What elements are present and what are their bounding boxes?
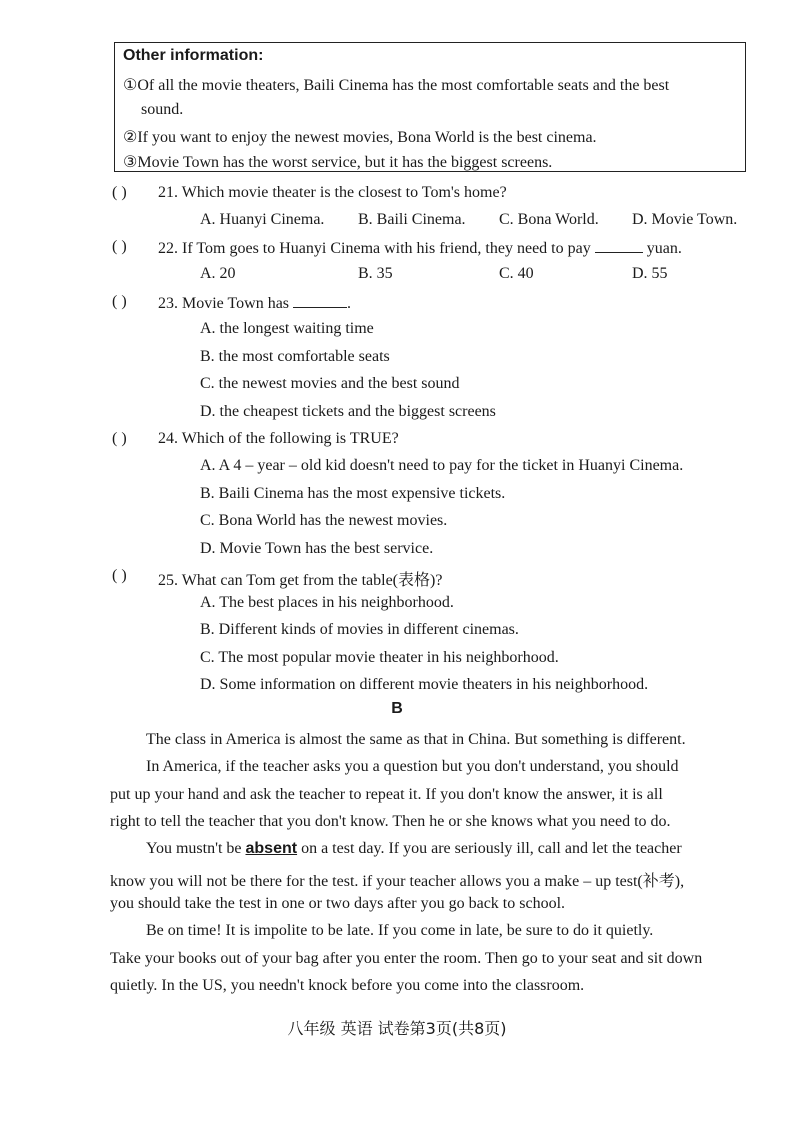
info-line-3: ③Movie Town has the worst service, but it has the biggest screens.: [123, 154, 553, 171]
q23-option-c: C. the newest movies and the best sound: [200, 375, 460, 392]
answer-paren-24[interactable]: ( ): [112, 430, 127, 447]
answer-paren-25[interactable]: ( ): [112, 567, 127, 584]
q24-option-c: C. Bona World has the newest movies.: [200, 512, 448, 529]
passage-line-10: quietly. In the US, you needn't knock before you come into the classroom.: [110, 977, 585, 994]
passage-line-8: Be on time! It is impolite to be late. If you come in late, be sure to do it quietly.: [146, 922, 654, 939]
question-22: 22. If Tom goes to Huanyi Cinema with his friend, they need to pay yuan.: [158, 240, 682, 257]
info-line-1-cont: sound.: [141, 101, 184, 118]
q21-option-a: A. Huanyi Cinema.: [200, 211, 325, 228]
q24-option-b: B. Baili Cinema has the most expensive tickets.: [200, 485, 506, 502]
passage-line-3: put up your hand and ask the teacher to repeat it. If you don't know the answer, it is all: [110, 786, 663, 803]
question-23: 23. Movie Town has .: [158, 295, 352, 312]
q23-option-a: A. the longest waiting time: [200, 320, 374, 337]
answer-paren-23[interactable]: ( ): [112, 293, 127, 310]
passage-line-2: In America, if the teacher asks you a question but you don't understand, you should: [146, 758, 679, 775]
q22-blank: [595, 238, 643, 253]
q25-option-c: C. The most popular movie theater in his neighborhood.: [200, 649, 559, 666]
q25-option-a: A. The best places in his neighborhood.: [200, 594, 454, 611]
q21-option-c: C. Bona World.: [499, 211, 599, 228]
q22-option-c: C. 40: [499, 265, 534, 282]
q22-option-a: A. 20: [200, 265, 236, 282]
passage-line-6: know you will not be there for the test. if your teacher allows you a make – up test(补考),: [110, 873, 685, 890]
q25-option-b: B. Different kinds of movies in different cinemas.: [200, 621, 519, 638]
q24-option-a: A. A 4 – year – old kid doesn't need to pay for the ticket in Huanyi Cinema.: [200, 457, 684, 474]
passage-line-9: Take your books out of your bag after you enter the room. Then go to your seat and sit down: [110, 950, 703, 967]
question-21: 21. Which movie theater is the closest to Tom's home?: [158, 184, 507, 201]
info-line-1: ①Of all the movie theaters, Baili Cinema has the most comfortable seats and the best: [123, 77, 670, 94]
page-footer: 八年级 英语 试卷第3页(共8页): [287, 1019, 507, 1038]
section-b-heading: B: [391, 700, 403, 717]
q22-option-b: B. 35: [358, 265, 393, 282]
other-information-box: [114, 42, 746, 172]
passage-line-4: right to tell the teacher that you don't know. Then he or she knows what you need to do.: [110, 813, 671, 830]
passage-line-5: You mustn't be absent on a test day. If you are seriously ill, call and let the teacher: [146, 840, 682, 857]
question-25: 25. What can Tom get from the table(表格)?: [158, 572, 443, 589]
q22-option-d: D. 55: [632, 265, 668, 282]
passage-line-1: The class in America is almost the same as that in China. But something is different.: [146, 731, 686, 748]
info-title: Other information:: [123, 47, 264, 64]
q21-option-d: D. Movie Town.: [632, 211, 738, 228]
q23-option-d: D. the cheapest tickets and the biggest screens: [200, 403, 496, 420]
q24-option-d: D. Movie Town has the best service.: [200, 540, 434, 557]
info-line-2: ②If you want to enjoy the newest movies, Bona World is the best cinema.: [123, 129, 597, 146]
passage-line-7: you should take the test in one or two days after you go back to school.: [110, 895, 566, 912]
q23-option-b: B. the most comfortable seats: [200, 348, 390, 365]
q25-option-d: D. Some information on different movie theaters in his neighborhood.: [200, 676, 649, 693]
answer-paren-22[interactable]: ( ): [112, 238, 127, 255]
q21-option-b: B. Baili Cinema.: [358, 211, 466, 228]
keyword-absent: absent: [245, 840, 298, 857]
question-24: 24. Which of the following is TRUE?: [158, 430, 399, 447]
q23-blank: [293, 293, 347, 308]
answer-paren-21[interactable]: ( ): [112, 184, 127, 201]
